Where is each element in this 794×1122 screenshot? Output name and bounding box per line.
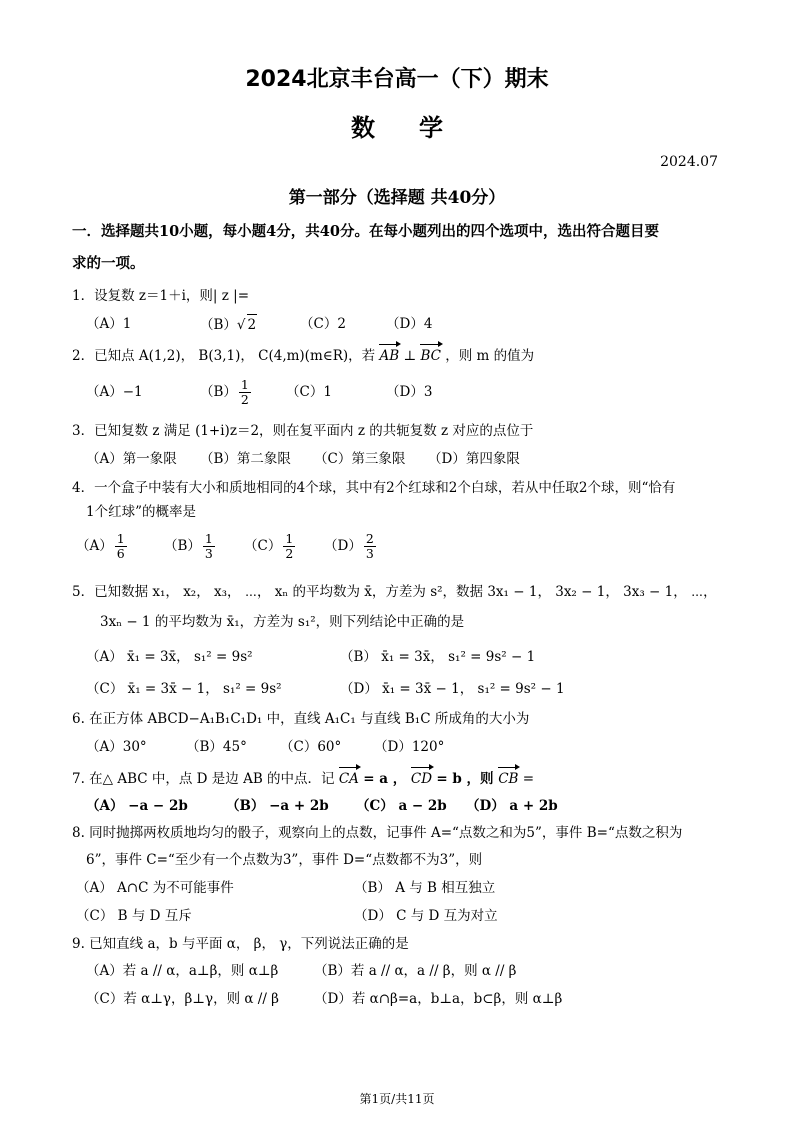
q2-stem-tail: ，则 m 的值为 xyxy=(445,348,535,364)
question-1-stem: 1．设复数 z＝1＋i，则| z |= xyxy=(72,288,250,304)
q1-option-b: （B）√ 2 xyxy=(200,314,257,335)
q2-option-b xyxy=(200,378,253,407)
q1-option-a: （A）1 xyxy=(86,316,132,332)
q9-option-d: （D）若 α∩β=a，b⊥a，b⊂β，则 α⊥β xyxy=(314,991,563,1007)
q4-option-b-label: （B） xyxy=(164,538,201,554)
subject-title: 数学 xyxy=(351,114,487,142)
fraction-numerator: 1 xyxy=(240,377,249,392)
q5-option-c: （C） x̄₁ = 3x̄ − 1， s₁² = 9s² xyxy=(86,681,282,697)
q2-option-b-label: （B） xyxy=(200,384,237,400)
q2-option-c: （C）1 xyxy=(286,384,332,400)
q5-option-d: （D） x̄₁ = 3x̄ − 1， s₁² = 9s² − 1 xyxy=(340,681,565,697)
q8-option-c: （C） B 与 D 互斥 xyxy=(76,908,192,924)
question-8-line2: 6”，事件 C=“至少有一个点数为3”，事件 D=“点数都不为3”，则 xyxy=(86,852,483,868)
q7-option-b: （B） −a + 2b xyxy=(226,798,329,814)
q7-eq2: = b ，则 xyxy=(436,771,499,787)
section-instructions-line2: 求的一项。 xyxy=(72,255,145,272)
question-4-line2: 1个红球”的概率是 xyxy=(86,504,196,520)
fraction-numerator: 1 xyxy=(116,531,125,546)
question-5-line1: 5．已知数据 x₁， x₂， x₃， ⋯， xₙ 的平均数为 x̄，方差为 s²，数据 3x₁ − 1， 3x₂ − 1， 3x₃ − 1， ⋯， xyxy=(72,584,717,600)
q8-option-d: （D） C 与 D 互为对立 xyxy=(354,908,498,924)
question-3-stem: 3．已知复数 z 满足 (1+i)z＝2，则在复平面内 z 的共轭复数 z 对应的点位于 xyxy=(72,423,534,439)
q6-option-b: （B）45° xyxy=(186,739,247,755)
q3-option-a: （A）第一象限 xyxy=(86,451,177,467)
fraction-denominator: 2 xyxy=(285,546,294,561)
q4-option-b xyxy=(164,532,217,561)
question-5-line2: 3xₙ − 1 的平均数为 x̄₁，方差为 s₁²，则下列结论中正确的是 xyxy=(100,614,465,630)
q4-option-d-fraction xyxy=(364,532,376,561)
vector-ab: AB xyxy=(379,343,399,366)
exam-title: 2024北京丰台高一（下）期末 xyxy=(245,67,549,92)
q5-option-b: （B） x̄₁ = 3x̄， s₁² = 9s² − 1 xyxy=(340,649,536,665)
q7-option-d: （D） a + 2b xyxy=(466,798,558,814)
question-4-line1: 4．一个盒子中装有大小和质地相同的4个球，其中有2个红球和2个白球，若从中任取2个球，则“恰有 xyxy=(72,480,676,496)
q2-option-a: （A）−1 xyxy=(86,384,143,400)
fraction-numerator: 1 xyxy=(204,531,213,546)
q9-option-c: （C）若 α⊥γ，β⊥γ，则 α // β xyxy=(86,991,279,1007)
q5-option-a: （A） x̄₁ = 3x̄， s₁² = 9s² xyxy=(86,649,253,665)
q1-option-d: （D）4 xyxy=(386,316,433,332)
question-8-line1: 8. 同时抛掷两枚质地均匀的骰子，观察向上的点数，记事件 A=“点数之和为5”，事件 B=“点数之积为 xyxy=(72,825,683,841)
q2-option-d: （D）3 xyxy=(386,384,433,400)
q7-eq1: = a ， xyxy=(363,771,411,787)
fraction-numerator: 2 xyxy=(365,531,374,546)
perp-symbol: ⊥ xyxy=(403,348,421,364)
q7-option-c: （C） a − 2b xyxy=(356,798,447,814)
q3-option-d: （D）第四象限 xyxy=(428,451,520,467)
fraction-denominator: 6 xyxy=(116,546,125,561)
question-2-stem xyxy=(72,343,732,366)
q4-option-b-fraction xyxy=(203,532,215,561)
question-7-stem xyxy=(72,766,732,789)
q7-stem-text: 7. 在△ ABC 中，点 D 是边 AB 的中点．记 xyxy=(72,771,335,787)
fraction-denominator: 2 xyxy=(240,392,249,407)
q6-option-d: （D）120° xyxy=(374,739,445,755)
q2-option-b-fraction xyxy=(239,378,251,407)
q3-option-b: （B）第二象限 xyxy=(200,451,291,467)
fraction-denominator: 3 xyxy=(365,546,374,561)
q4-option-d xyxy=(324,532,378,561)
q7-option-a: （A） −a − 2b xyxy=(86,798,188,814)
question-6-stem: 6. 在正方体 ABCD−A₁B₁C₁D₁ 中，直线 A₁C₁ 与直线 B₁C 所成角的大小为 xyxy=(72,711,530,727)
page-footer: 第1页/共11页 xyxy=(359,1092,435,1106)
q4-option-d-label: （D） xyxy=(324,538,362,554)
vector-cb: CB xyxy=(498,766,518,789)
q4-option-c-label: （C） xyxy=(244,538,282,554)
q1-option-b-label: （B） xyxy=(200,317,237,333)
vector-bc: BC xyxy=(420,343,441,366)
question-9-stem: 9. 已知直线 a，b 与平面 α， β， γ，下列说法正确的是 xyxy=(72,936,409,952)
fraction-denominator: 3 xyxy=(204,546,213,561)
q4-option-a-fraction xyxy=(115,532,127,561)
q1-option-b-radicand: 2 xyxy=(247,314,258,335)
q1-option-c: （C）2 xyxy=(300,316,346,332)
q9-option-a: （A）若 a // α，a⊥β，则 α⊥β xyxy=(86,963,279,979)
q4-option-a xyxy=(76,532,129,561)
q6-option-a: （A）30° xyxy=(86,739,147,755)
q8-option-a: （A） A∩C 为不可能事件 xyxy=(76,880,234,896)
vector-ca: CA xyxy=(339,766,359,789)
part-heading: 第一部分（选择题 共40分） xyxy=(288,188,506,208)
q4-option-c-fraction xyxy=(283,532,295,561)
q7-eq3: = xyxy=(522,771,535,787)
q8-option-b: （B） A 与 B 相互独立 xyxy=(354,880,496,896)
q4-option-a-label: （A） xyxy=(76,538,113,554)
q4-option-c xyxy=(244,532,297,561)
exam-date: 2024.07 xyxy=(660,154,718,170)
section-instructions-line1: 一．选择题共10小题，每小题4分，共40分。在每小题列出的四个选项中，选出符合题目要 xyxy=(72,223,659,240)
q3-option-c: （C）第三象限 xyxy=(314,451,406,467)
q2-stem-text: 2．已知点 A(1,2)， B(3,1)， C(4,m)(m∈R)，若 xyxy=(72,348,376,364)
q6-option-c: （C）60° xyxy=(280,739,342,755)
fraction-numerator: 1 xyxy=(285,531,294,546)
q9-option-b: （B）若 a // α，a // β，则 α // β xyxy=(314,963,517,979)
vector-cd: CD xyxy=(411,766,432,789)
